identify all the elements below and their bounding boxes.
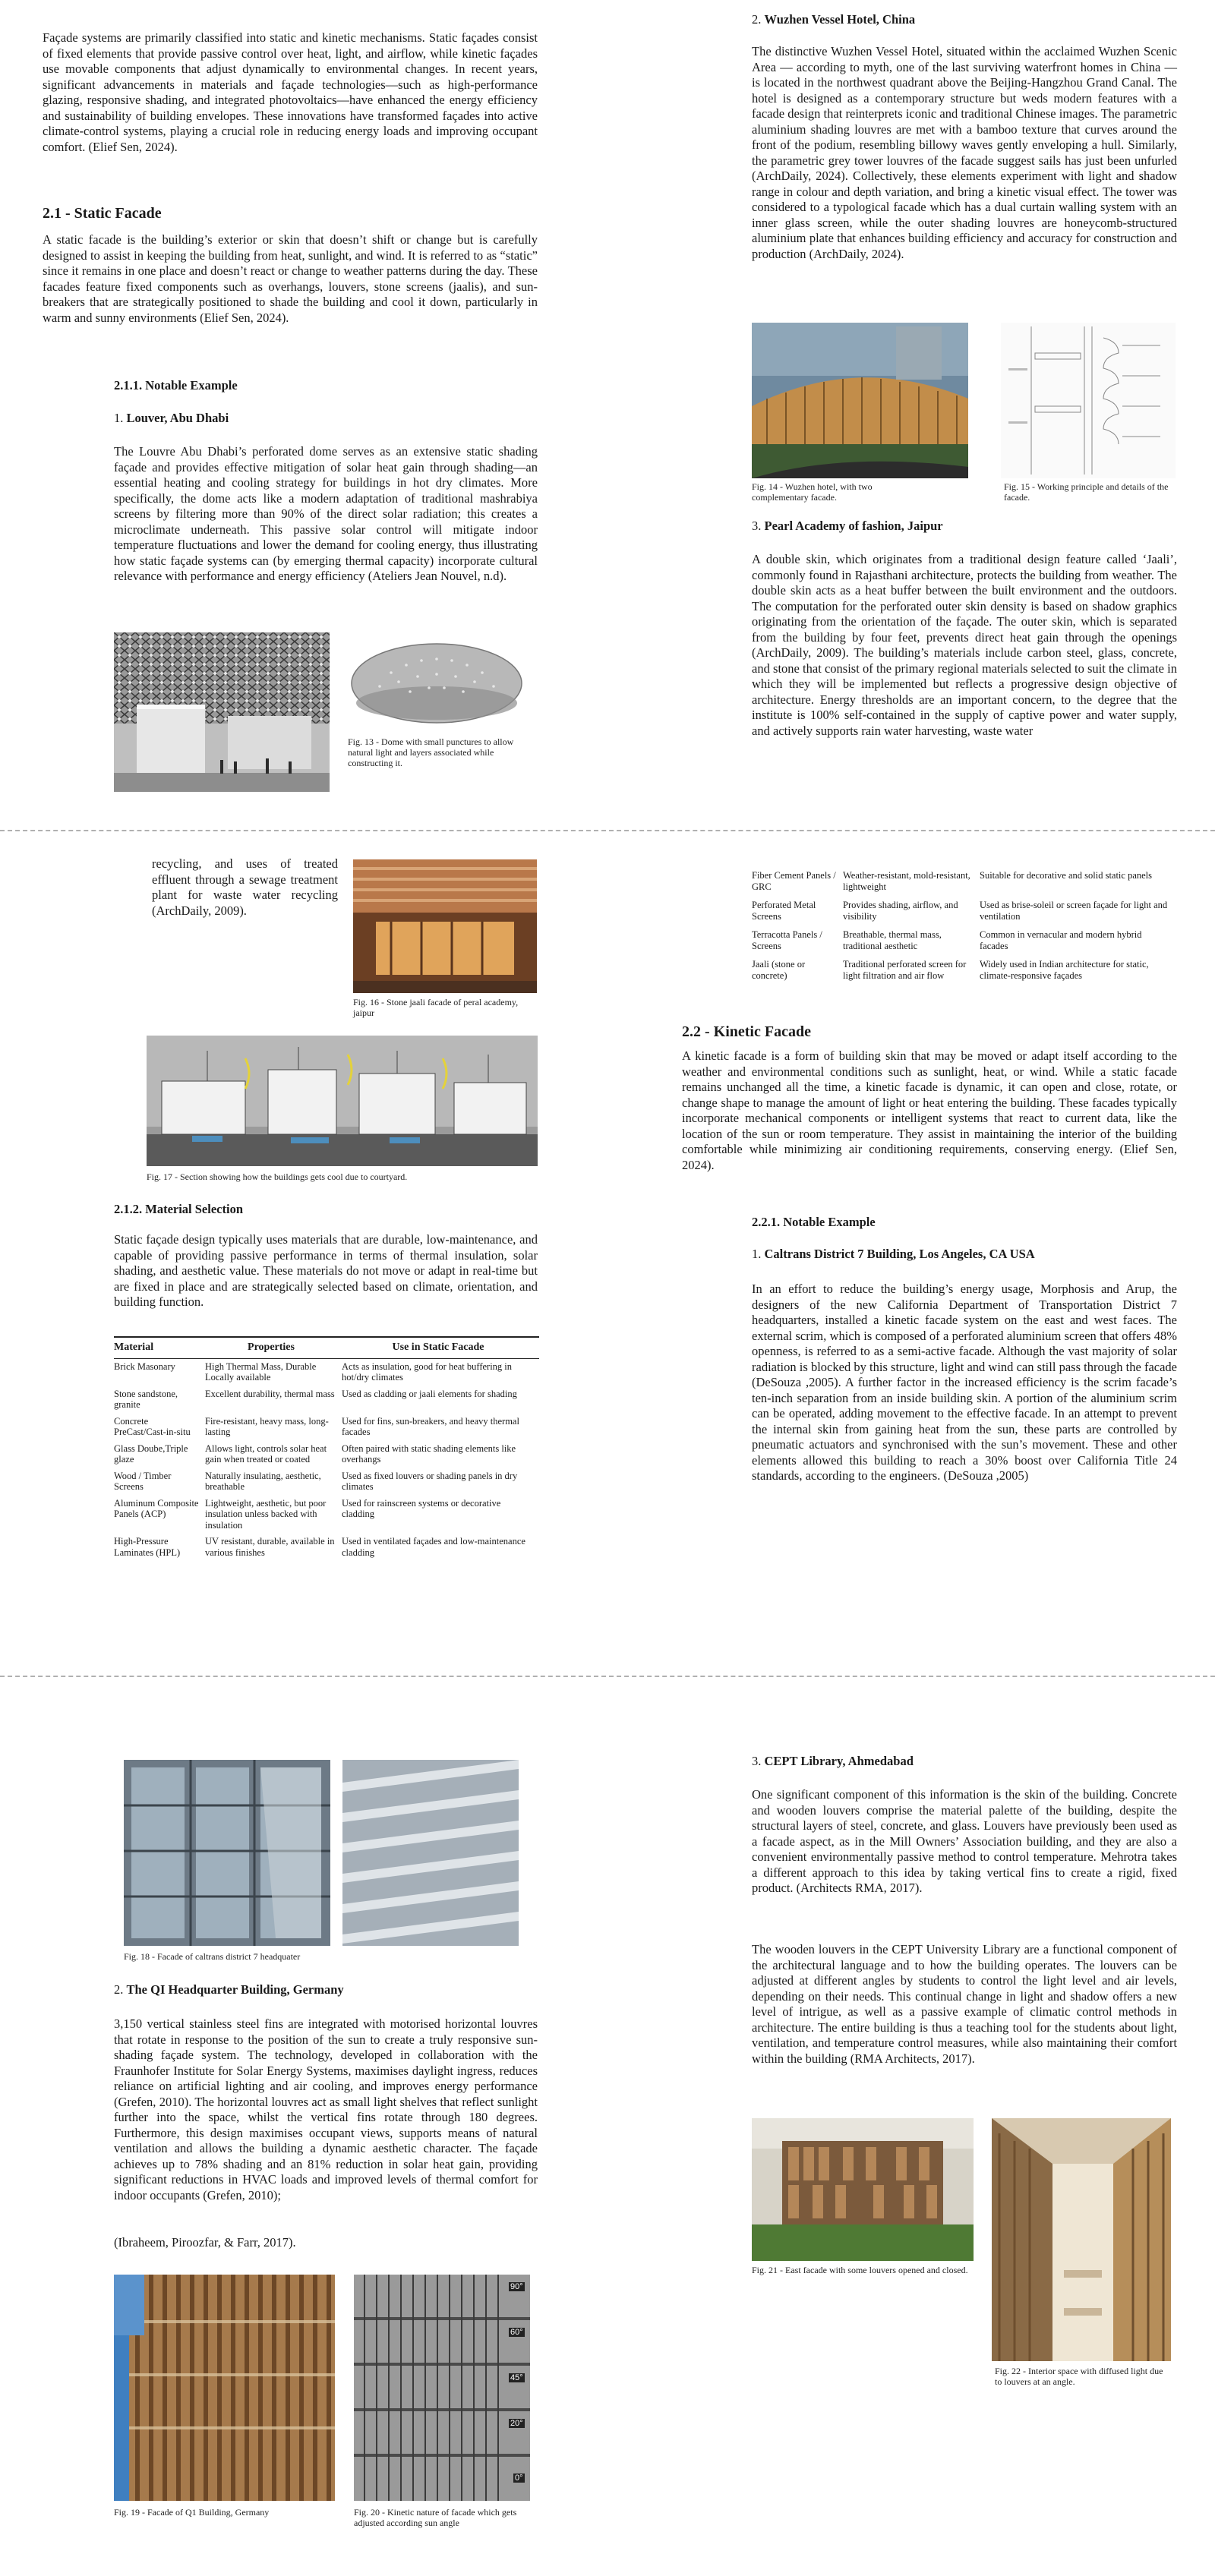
q1-louvre-angles-photo	[354, 2275, 530, 2501]
example-pearl-title: 3. Pearl Academy of fashion, Jaipur	[752, 519, 943, 533]
table-cell: Suitable for decorative and solid static panels	[980, 870, 1153, 881]
table-cell: Acts as insulation, good for heat buffering in hot/dry climates	[342, 1361, 513, 1383]
table-cell: Traditional perforated screen for light filtration and air flow	[843, 959, 967, 981]
table-cell: Fire-resistant, heavy mass, long-lasting	[205, 1415, 329, 1437]
table-cell: Used for fins, sun-breakers, and heavy thermal facades	[342, 1415, 519, 1437]
figure-14-caption: Fig. 14 - Wuzhen hotel, with two complementary facade.	[752, 481, 873, 503]
table-cell: Weather-resistant, mold-resistant, lightweight	[843, 870, 970, 892]
table-cell: Common in vernacular and modern hybrid facades	[980, 929, 1142, 951]
table-cell: Excellent durability, thermal mass	[205, 1388, 335, 1399]
figure-13-caption: Fig. 13 - Dome with small punctures to allow natural light and layers associated while constructing it.	[348, 736, 514, 768]
table-cell: Used in ventilated façades and low-maintenance cladding	[342, 1536, 525, 1558]
table-row	[114, 1358, 539, 1386]
example-q1-title: 2. The QI Headquarter Building, Germany	[114, 1982, 344, 1997]
table-row	[114, 1534, 539, 1561]
table-cell: High-Pressure Laminates (HPL)	[114, 1536, 181, 1558]
table-cell: Used as cladding or jaali elements for shading	[342, 1388, 517, 1399]
table-cell: Allows light, controls solar heat gain when treated or coated	[205, 1442, 327, 1465]
figure-21-caption: Fig. 21 - East facade with some louvers opened and closed.	[752, 2265, 968, 2275]
cept-paragraph-2: The wooden louvers in the CEPT University Library are a functional component of the architectural language and to how the building operates. The louvers can be adjusted at different angles by students to control the light level and air levels, depending on their needs. This continual change in light and shadow offers a new level of intrigue, as well as a passive example of climatic control methods in architecture. The entire building is thus a teaching tool for the students about light, ventilation, and temperature control measures, while also maintaining their comfort within the building (RMA Architects, 2017).	[752, 1942, 1177, 2066]
table-row	[752, 929, 1177, 959]
table-cell: Terracotta Panels / Screens	[752, 929, 822, 951]
caltrans-paragraph: In an effort to reduce the building’s energy usage, Morphosis and Arup, the designers of the new California Department of Transportation District 7 headquarters, installed a kinetic facade system on the east and west faces. The external scrim, which is composed of a perforated aluminium screen that offers 48% openness, is referred to as a semi-active facade. Although the vast majority of solar radiation is blocked by this structure, light and wind can still pass through the facade (DeSouza ,2005). A further factor in the increased efficiency is the scrim facade’s ten-inch separation from an inside building skin. A portion of the aluminium scrim can be operated, adding movement to the effective facade. In an attempt to prevent the internal skin from gaining heat from the sun, these parts are controlled by pneumatic actuators and synchronised with the sun’s movement. These and other elements allowed this building to reach a 30% boost over California Title 24 standards, according to the engineers. (DeSouza ,2005)	[752, 1282, 1177, 1483]
table-cell: Wood / Timber Screens	[114, 1470, 172, 1492]
caltrans-glass-photo	[124, 1760, 330, 1946]
kinetic-notable-heading: 2.2.1. Notable Example	[752, 1215, 876, 1229]
static-facade-heading: 2.1 - Static Facade	[43, 205, 162, 222]
table-cell: Aluminum Composite Panels (ACP)	[114, 1497, 199, 1519]
table-cell: Fiber Cement Panels / GRC	[752, 870, 836, 892]
kinetic-facade-heading: 2.2 - Kinetic Facade	[682, 1023, 811, 1040]
table-cell: Used as brise-soleil or screen façade for light and ventilation	[980, 900, 1168, 922]
caltrans-scrim-photo	[342, 1760, 519, 1946]
table-row	[114, 1468, 539, 1496]
table-cell: Concrete PreCast/Cast-in-situ	[114, 1415, 191, 1437]
table-cell: Stone sandstone, granite	[114, 1388, 178, 1410]
courtyard-section-drawing	[147, 1036, 538, 1166]
notable-example-heading: 2.1.1. Notable Example	[114, 378, 238, 393]
table-cell: High Thermal Mass, Durable Locally available	[205, 1361, 317, 1383]
figure-16-caption: Fig. 16 - Stone jaali facade of peral academy, jaipur	[353, 997, 519, 1018]
louvre-paragraph: The Louvre Abu Dhabi’s perforated dome serves as an extensive static shading façade and provides effective mitigation of solar heat gain through shading—an essential heating and cooling strategy for buildings in hot dry climates. More specifically, the dome acts like a modern adaptation of traditional mashrabiya screens by filtering more than 90% of the direct solar radiation; this creates a microclimate underneath. This passive solar control will mitigate indoor temperature fluctuations and lower the demand for cooling energy, thus illustrating how static façade systems can (by emerging thermal capacity) incorporate cultural relevance with performance and energy efficiency (Ateliers Jean Nouvel, n.d).	[114, 444, 538, 583]
louvre-dome-photo	[114, 632, 330, 792]
table-cell: Glass Doube,Triple glaze	[114, 1442, 188, 1465]
page-divider	[0, 1676, 1215, 1677]
angle-label: 60°	[510, 2328, 523, 2337]
table-cell: Breathable, thermal mass, traditional aesthetic	[843, 929, 942, 951]
table-cell: Used as fixed louvers or shading panels in dry climates	[342, 1470, 518, 1492]
jaali-facade-photo	[353, 859, 537, 993]
example-caltrans-title: 1. Caltrans District 7 Building, Los Angeles, CA USA	[752, 1247, 1035, 1261]
angle-label: 20°	[510, 2419, 523, 2428]
material-selection-heading: 2.1.2. Material Selection	[114, 1202, 243, 1216]
cept-east-facade-photo	[752, 2118, 974, 2261]
table-row	[114, 1441, 539, 1468]
figure-17-caption: Fig. 17 - Section showing how the buildings gets cool due to courtyard.	[147, 1171, 408, 1182]
table-row	[114, 1414, 539, 1441]
material-selection-paragraph: Static façade design typically uses materials that are durable, low-maintenance, and capable of providing passive performance in terms of thermal insulation, solar shading, and aesthetic value. These materials do not move or adapt in real-time but are fixed in place and are strategically selected based on climate, orientation, and building function.	[114, 1232, 538, 1309]
table-cell: Used for rainscreen systems or decorative cladding	[342, 1497, 501, 1519]
table-cell: Brick Masonary	[114, 1361, 175, 1372]
header-use: Use in Static Facade	[342, 1337, 539, 1358]
material-table	[114, 1336, 539, 1561]
q1-reference: (Ibraheem, Piroozfar, & Farr, 2017).	[114, 2235, 296, 2250]
facade-detail-drawing	[1001, 323, 1176, 478]
table-row	[114, 1496, 539, 1534]
table-cell: UV resistant, durable, available in various finishes	[205, 1536, 335, 1558]
figure-20-caption: Fig. 20 - Kinetic nature of facade which gets adjusted according sun angle	[354, 2507, 517, 2528]
q1-facade-photo	[114, 2275, 335, 2501]
table-row	[114, 1386, 539, 1414]
static-facade-paragraph: A static facade is the building’s exterior or skin that doesn’t shift or change but is carefully designed to assist in keeping the building from heat, sunlight, and wind. It is referred to as “static” since it remains in one place and doesn’t react or change to weather patterns during the day. These facades feature fixed components such as overhangs, louvers, stone screens (jaalis), and sun-breakers that are strategically positioned to shade the building and cool it down, particularly in warm and sunny environments (Elief Sen, 2024).	[43, 232, 538, 325]
table-row	[752, 900, 1177, 929]
example-louvre-title: 1. Louver, Abu Dhabi	[114, 411, 229, 425]
example-cept-title: 3. CEPT Library, Ahmedabad	[752, 1754, 914, 1768]
table-cell: Naturally insulating, aesthetic, breathable	[205, 1470, 321, 1492]
cept-interior-photo	[992, 2118, 1171, 2361]
table-cell: Widely used in Indian architecture for static, climate-responsive façades	[980, 959, 1149, 981]
header-properties: Properties	[205, 1337, 342, 1358]
table-cell: Perforated Metal Screens	[752, 900, 816, 922]
example-wuzhen-title: 2. Wuzhen Vessel Hotel, China	[752, 12, 916, 27]
q1-paragraph: 3,150 vertical stainless steel fins are integrated with motorised horizontal louvres that rotate in response to the position of the sun to create a truly responsive sun-shading façade system. The technology, developed in collaboration with the Fraunhofer Institute for Solar Energy Systems, maximises daylight ingress, reduces reliance on artificial lighting and air cooling, and improves energy performance (Grefen, 2010). The horizontal louvres act as small light shelves that reflect sunlight further into the space, whilst the vertical fins rotate through 180 degrees. Furthermore, this design maximises occupant views, supports means of natural ventilation and allows the building a dynamic aesthetic character. The façade achieves up to 78% shading and an 81% reduction in solar heat gain, providing significant reductions in HVAC loads and improved levels of thermal comfort for indoor occupants (Grefen, 2010);	[114, 2016, 538, 2202]
header-material: Material	[114, 1337, 205, 1358]
figure-15-caption: Fig. 15 - Working principle and details of the facade.	[1004, 481, 1169, 503]
angle-label: 0°	[515, 2474, 523, 2483]
dome-diagram	[346, 635, 528, 726]
cept-paragraph-1: One significant component of this information is the skin of the building. Concrete and wooden louvers comprise the material palette of the building, despite the structural layers of steel, concrete, and glass. Louvers have previously been used as a facade aspect, as in the Mill Owners’ Association building, and they are also a convenient environmentally passive method to control temperature. Mehrotra takes a different approach to this idea by taking vertical fins to create a rigid, fixed product. (Architects RMA, 2017).	[752, 1787, 1177, 1895]
table-cell: Provides shading, airflow, and visibility	[843, 900, 958, 922]
table-cell: Jaali (stone or concrete)	[752, 959, 806, 981]
page-divider	[0, 830, 1215, 831]
angle-label: 45°	[510, 2373, 523, 2382]
table-row	[752, 870, 1177, 900]
table-row	[752, 959, 1177, 988]
material-table-continued	[752, 870, 1177, 988]
material-table-header	[114, 1337, 539, 1358]
table-cell: Often paired with static shading elements like overhangs	[342, 1442, 516, 1465]
figure-22-caption: Fig. 22 - Interior space with diffused light due to louvers at an angle.	[995, 2366, 1163, 2387]
wuzhen-hotel-photo	[752, 323, 968, 478]
kinetic-facade-paragraph: A kinetic facade is a form of building skin that may be moved or adapt itself according to the weather and environmental conditions such as sunlight, heat, or wind. While a static facade remains unchanged all the time, a kinetic facade is dynamic, it can open and close, rotate, or change shape to manage the amount of light or heat entering the building. These facades typically incorporate mechanical components or intelligent systems that react to current data, like the location of the sun or room temperature. They assist in maintaining the interior of the building comfortable while minimizing air conditioning requirements, conserving energy. (Elief Sen, 2024).	[682, 1048, 1177, 1172]
wuzhen-paragraph: The distinctive Wuzhen Vessel Hotel, situated within the acclaimed Wuzhen Scenic Area — according to myth, one of the last surviving waterfront homes in China — is located in the northwest quadrant above the Beijing-Hangzhou Grand Canal. The hotel is designed as a contemporary structure but weds modern features with a facade design that reinterprets iconic and traditional Chinese images. The parametric aluminium shading louvres are met with a bamboo texture that curves around the front of the podium, resembling billowy waves gently enveloping a hull. Similarly, the parametric grey tower louvres of the facade suggest sails has just been unfurled (ArchDaily, 2024). Collectively, these elements experiment with light and shadow range in colour and depth variation, and bring a kinetic visual effect. The tower was considered to a typological facade which has a dual curtain walling system with an inner glass screen, while the outer shading louvres are honeycomb-structured aluminium plate that enhances building efficiency and accuracy for construction and production (ArchDaily, 2024).	[752, 44, 1177, 261]
figure-18-caption: Fig. 18 - Facade of caltrans district 7 headquater	[124, 1951, 301, 1962]
intro-paragraph: Façade systems are primarily classified into static and kinetic mechanisms. Static façades consist of fixed elements that provide passive control over heat, light, and airflow, while kinetic façades use movable components that adjust dynamically to environmental changes. In recent years, significant advancements in materials and façade technologies—such as high-performance glazing, responsive shading, and integrated photovoltaics—have enhanced the energy efficiency and sustainability of building envelopes. These innovations have transformed façades into active climate-control systems, playing a crucial role in reducing energy loads and improving occupant comfort. (Elief Sen, 2024).	[43, 30, 538, 154]
angle-label: 90°	[510, 2282, 523, 2291]
pearl-continued-paragraph: recycling, and uses of treated effluent through a sewage treatment plant for waste water recycling (ArchDaily, 2009).	[152, 856, 338, 918]
table-cell: Lightweight, aesthetic, but poor insulation unless backed with insulation	[205, 1497, 327, 1531]
figure-19-caption: Fig. 19 - Facade of Q1 Building, Germany	[114, 2507, 270, 2518]
pearl-paragraph: A double skin, which originates from a traditional design feature called ‘Jaali’, commonly found in Rajasthani architecture, protects the building from weather. The double skin acts as a heat buffer between the built environment and the outdoors. The computation for the perforated outer skin density is based on shadow graphics originating from the orientation of the façade. The outer skin, which is separated from the building by four feet, prevents direct heat gain through the openings (ArchDaily, 2009). The building’s materials include carbon steel, glass, concrete, and stone that consist of the primary regional materials selected to suit the climate in which they will be implemented but reflects a progressive design objective of architecture. Energy thresholds are an important concern, to the degree that the institute is 100% self-contained in the supply of captive power and water supply, and actively supports rain water harvesting, waste water	[752, 552, 1177, 738]
